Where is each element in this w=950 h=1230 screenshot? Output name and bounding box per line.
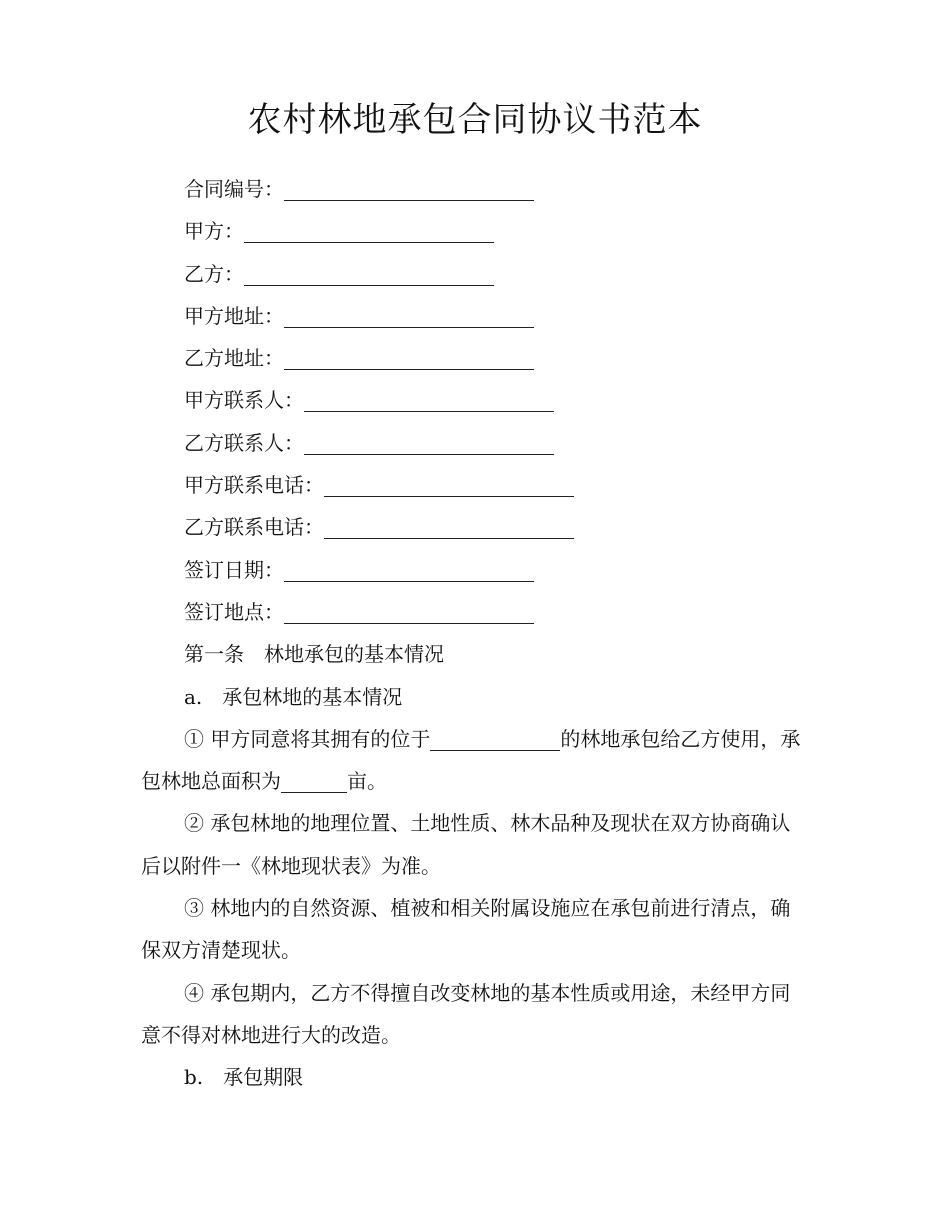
field-label: 乙方联系人： xyxy=(184,430,304,455)
clause-item-3: ③ 林地内的自然资源、植被和相关附属设施应在承包前进行清点，确保双方清楚现状。 xyxy=(141,896,791,963)
party-a-field xyxy=(141,210,809,252)
party-b-field xyxy=(141,253,809,295)
signing-date-field xyxy=(141,549,809,591)
section-b-heading: b. 承包期限 xyxy=(184,1065,304,1090)
clause-text: 的林地承包给乙方使用，承包林地总面积为 xyxy=(141,726,801,794)
article-1-heading: 第一条 林地承包的基本情况 xyxy=(184,642,444,667)
field-label: 合同编号： xyxy=(184,177,284,201)
fill-in-line xyxy=(244,220,494,243)
field-label: 乙方联系电话： xyxy=(184,515,324,540)
party-a-address-field xyxy=(141,295,809,337)
document-body xyxy=(141,168,809,1099)
fill-in-line xyxy=(304,432,554,455)
fill-in-line xyxy=(284,178,534,201)
field-label: 甲方联系电话： xyxy=(184,473,324,498)
party-a-phone-field xyxy=(141,464,809,506)
location-blank xyxy=(430,728,560,751)
fill-in-line xyxy=(244,263,494,286)
signing-place-field xyxy=(141,591,809,633)
fill-in-line xyxy=(284,559,534,582)
field-label: 甲方： xyxy=(184,219,244,244)
fill-in-line xyxy=(304,389,554,412)
document-title: 农村林地承包合同协议书范本 xyxy=(247,100,703,140)
contract-number-field xyxy=(141,168,809,210)
party-a-contact-field xyxy=(141,379,809,421)
field-label: 签订日期： xyxy=(184,557,284,582)
party-b-phone-field xyxy=(141,506,809,548)
field-label: 乙方： xyxy=(184,261,244,286)
field-label: 乙方地址： xyxy=(184,346,284,371)
fill-in-line xyxy=(284,305,534,328)
clause-item-1 xyxy=(141,718,809,803)
clause-text: ① 甲方同意将其拥有的位于 xyxy=(184,726,431,751)
fill-in-line xyxy=(324,474,574,497)
clause-text: 亩。 xyxy=(347,769,387,794)
party-b-address-field xyxy=(141,337,809,379)
clause-item-4: ④ 承包期内，乙方不得擅自改变林地的基本性质或用途，未经甲方同意不得对林地进行大的改造。 xyxy=(141,980,791,1047)
field-label: 签订地点： xyxy=(184,599,284,624)
section-a-heading: a. 承包林地的基本情况 xyxy=(184,684,403,709)
field-label: 甲方地址： xyxy=(184,303,284,328)
fill-in-line xyxy=(324,516,574,539)
field-label: 甲方联系人： xyxy=(184,388,304,413)
area-blank xyxy=(281,770,347,793)
clause-item-2: ② 承包林地的地理位置、土地性质、林木品种及现状在双方协商确认后以附件一《林地现状表》为准。 xyxy=(141,811,791,878)
party-b-contact-field xyxy=(141,422,809,464)
fill-in-line xyxy=(284,347,534,370)
fill-in-line xyxy=(284,601,534,624)
